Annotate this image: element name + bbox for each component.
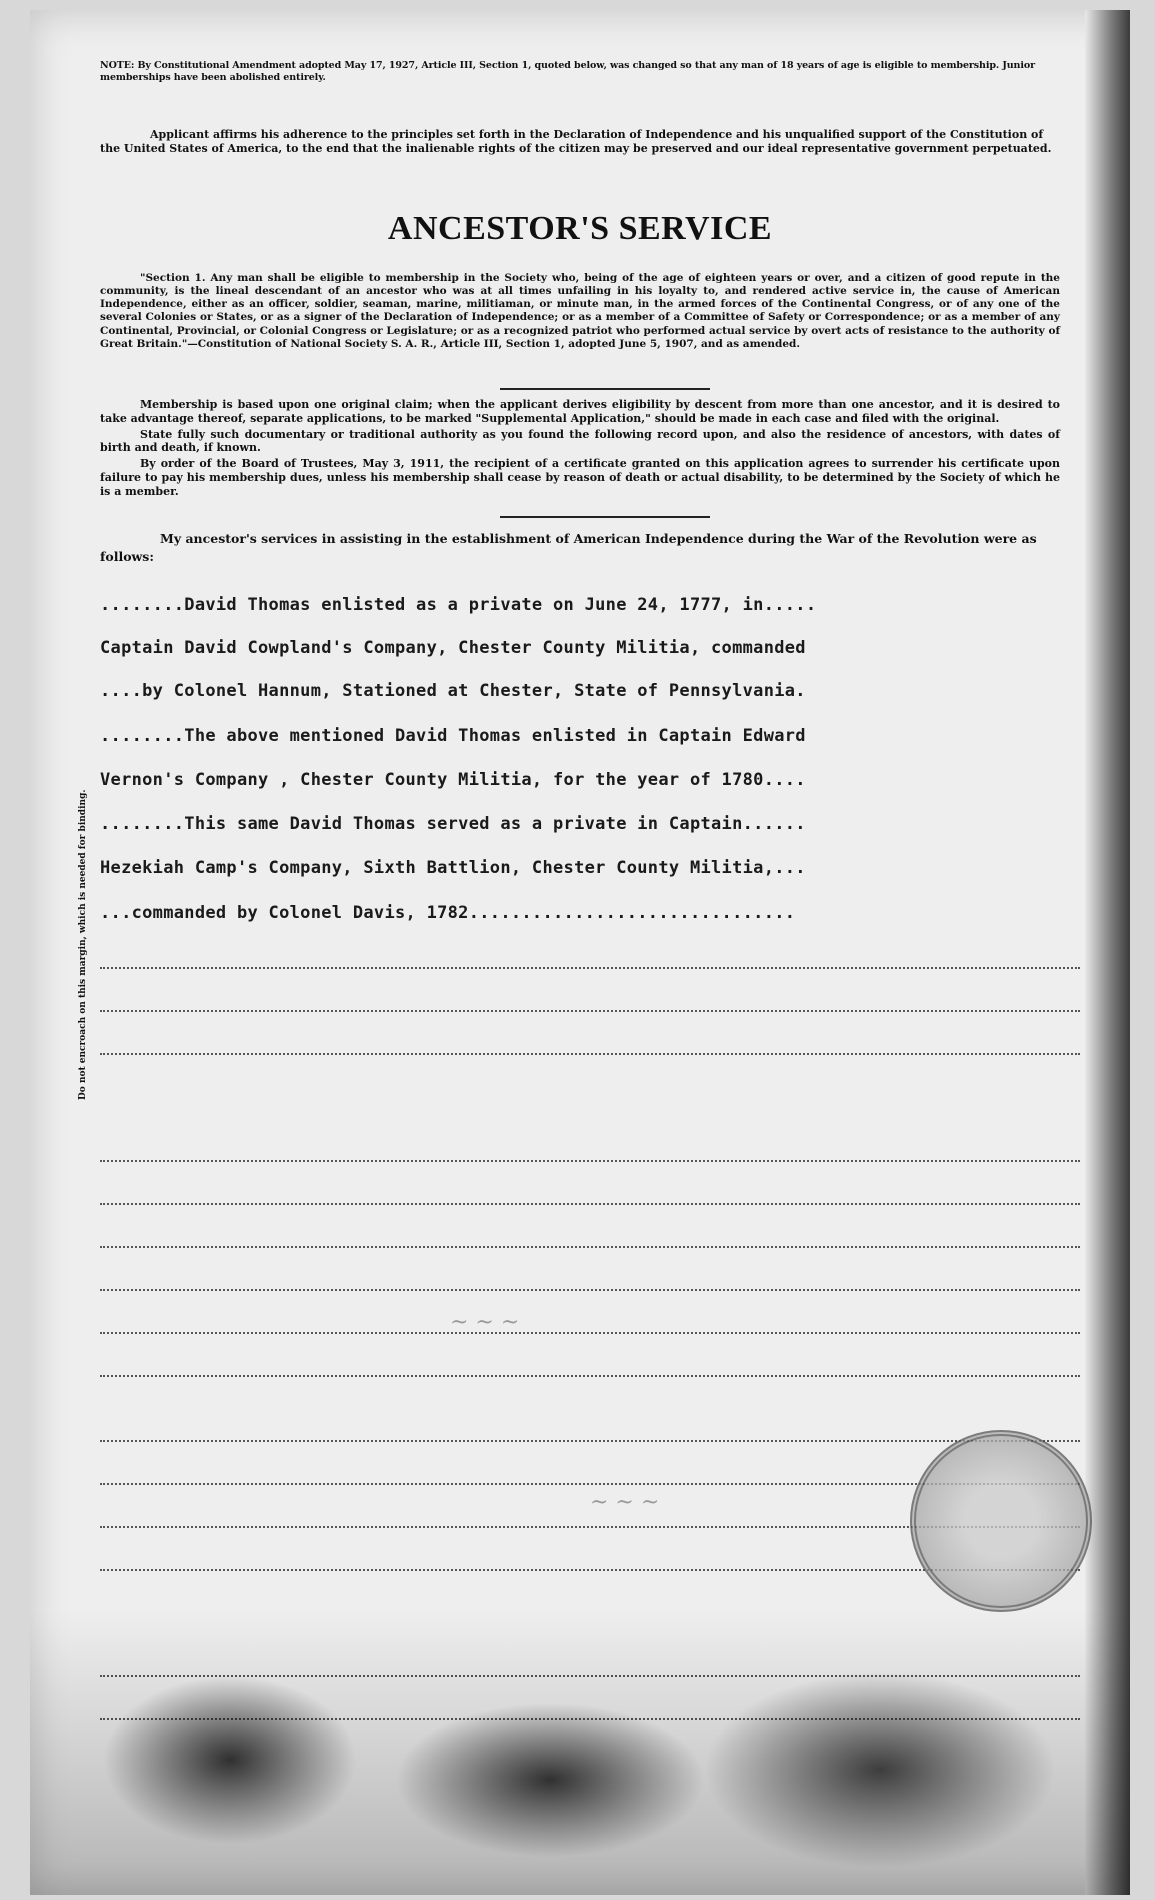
- binding-margin-note: Do not encroach on this margin, which is needed for binding.: [78, 789, 88, 1100]
- faded-signature: ~ ~ ~: [590, 1490, 660, 1515]
- divider-rule: [500, 388, 710, 390]
- blank-line: [100, 1053, 1080, 1055]
- blank-line: [100, 1203, 1080, 1205]
- constitutional-note: NOTE: By Constitutional Amendment adopted May 17, 1927, Article III, Section 1, quoted below, was changed so that any man of 18 years of age is eligible to membership. Junior memberships have been abolished entirely.: [100, 60, 1035, 83]
- blank-line: [100, 1289, 1080, 1291]
- page-title: ANCESTOR'S SERVICE: [387, 210, 773, 247]
- section-1-text: "Section 1. Any man shall be eligible to membership in the Society who, being of the age of eighteen years or over, and a citizen of good repute in the community, is the lineal descendant of an ancestor who was at all times unfailing in his loyalty to, and rendered active service in, the cause of American Independence, either as an officer, soldier, seaman, marine, militiaman, or minute man, in the armed forces of the Continental Congress, or of any one of the several Colonies or States, or as a signer of the Declaration of Independence; or as a member of a Committee of Safety or Correspondence; or as a member of any Continental, Provincial, or Colonial Congress or Legislature; or as a recognized patriot who performed actual service by overt acts of resistance to the authority of Great Britain."—Constitution of National Society S. A. R., Article III, Section 1, adopted June 5, 1907, and as amended.: [100, 272, 1060, 350]
- application-page: [30, 10, 1130, 1895]
- service-line: ........The above mentioned David Thomas enlisted in Captain Edward: [100, 726, 806, 746]
- blank-line: [100, 1375, 1080, 1377]
- board-order-paragraph: By order of the Board of Trustees, May 3, 1911, the recipient of a certificate granted on this application agrees to surrender his certificate upon failure to pay his membership dues, unless his membership shall cease by reason of death or actual disability, to be determined by the Society of which he is a member.: [100, 457, 1060, 498]
- service-line: ........This same David Thomas served as a private in Captain......: [100, 814, 806, 834]
- services-intro: My ancestor's services in assisting in the establishment of American Independence during the War of the Revolution were as follows:: [100, 531, 1037, 564]
- service-line: ........David Thomas enlisted as a private on June 24, 1777, in.....: [100, 595, 817, 615]
- state-fully-paragraph: State fully such documentary or traditional authority as you found the following record upon, and also the residence of ancestors, with dates of birth and death, if known.: [100, 427, 1060, 455]
- blank-line: [100, 967, 1080, 969]
- service-line: ....by Colonel Hannum, Stationed at Chester, State of Pennsylvania.: [100, 681, 806, 701]
- society-seal: [910, 1430, 1092, 1612]
- divider-rule: [500, 516, 710, 518]
- faded-signature: ~ ~ ~: [450, 1310, 520, 1335]
- blank-line: [100, 1160, 1080, 1162]
- membership-paragraph: Membership is based upon one original claim; when the applicant derives eligibility by descent from more than one ancestor, and it is desired to take advantage thereof, separate applications, to be marked "Supplemental Application," should be made in each case and filed with the original.: [100, 398, 1060, 425]
- blank-line: [100, 1010, 1080, 1012]
- membership-block: [100, 398, 1060, 500]
- blank-line: [100, 1332, 1080, 1334]
- affirmation-paragraph: Applicant affirms his adherence to the principles set forth in the Declaration of Independence and his unqualified support of the Constitution of the United States of America, to the end that the inalienable rights of the citizen may be preserved and our ideal representative government perpetuated.: [100, 128, 1052, 156]
- service-line: ...commanded by Colonel Davis, 1782...............................: [100, 903, 796, 923]
- ink-smudge: [30, 1610, 1130, 1895]
- blank-line: [100, 1440, 1080, 1442]
- service-line: Hezekiah Camp's Company, Sixth Battlion, Chester County Militia,...: [100, 858, 806, 878]
- service-line: Captain David Cowpland's Company, Chester County Militia, commanded: [100, 638, 806, 658]
- service-line: Vernon's Company , Chester County Militia, for the year of 1780....: [100, 770, 806, 790]
- blank-line: [100, 1246, 1080, 1248]
